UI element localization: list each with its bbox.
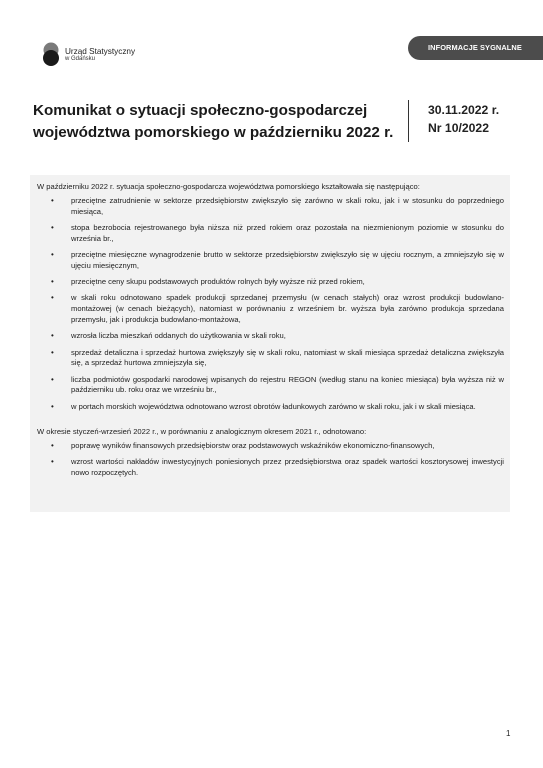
list-item	[37, 457, 504, 479]
list-item-text: sprzedaż detaliczna i sprzedaż hurtowa zwiększyły się w skali roku, natomiast w skali miesiąca sprzedaż detaliczna zwiększyła się, a sprzedaż hurtowa zmniejszyła się,	[71, 347, 504, 368]
list-item	[37, 375, 504, 397]
list-item	[37, 196, 504, 218]
bullet-icon: •	[51, 277, 54, 287]
title-line-1: Komunikat o sytuacji społeczno-gospodarczej	[33, 102, 368, 119]
period-list	[37, 441, 504, 479]
title-line-2: województwa pomorskiego w październiku 2022 r.	[33, 124, 394, 141]
title-divider	[408, 100, 409, 142]
list-item-text: przeciętne zatrudnienie w sektorze przedsiębiorstw zwiększyło się zarówno w skali roku, jak i w stosunku do poprzedniego miesiąca,	[71, 195, 504, 216]
list-item	[37, 223, 504, 245]
summary-box	[30, 175, 510, 512]
list-item-text: przeciętne ceny skupu podstawowych produktów rolnych były wyższe niż przed rokiem,	[71, 277, 365, 287]
bullet-icon: •	[51, 195, 54, 205]
bullet-icon: •	[51, 457, 54, 467]
list-item-text: przeciętne miesięczne wynagrodzenie brutto w sektorze przedsiębiorstw zwiększyło się w ujęciu rocznym, a zmniejszyło się w ujęciu miesięcznym,	[71, 249, 504, 270]
bullet-icon: •	[51, 374, 54, 384]
logo-city: w Gdańsku	[65, 56, 96, 63]
list-item-text: wzrosła liczba mieszkań oddanych do użytkowania w skali roku,	[71, 331, 286, 341]
bullet-icon: •	[51, 293, 54, 303]
list-item	[37, 402, 504, 413]
page-title	[33, 100, 403, 144]
list-item	[37, 250, 504, 272]
list-item-text: w portach morskich województwa odnotowano wzrost obrotów ładunkowych zarówno w skali roku, jak i w skali miesiąca.	[71, 401, 476, 411]
logo-mark-icon	[41, 42, 61, 68]
logo	[41, 42, 135, 68]
list-item	[37, 348, 504, 370]
summary-list	[37, 196, 504, 413]
period-intro: W okresie styczeń-wrzesień 2022 r., w porównaniu z analogicznym okresem 2021 r., odnotowano:	[37, 427, 367, 437]
publication-type-badge: INFORMACJE SYGNALNE	[408, 36, 543, 60]
bullet-icon: •	[51, 401, 54, 411]
list-item-text: liczba podmiotów gospodarki narodowej wpisanych do rejestru REGON (według stanu na koniec miesiąca) była wyższa niż w październiku ub. roku oraz we wrześniu br.,	[71, 374, 504, 395]
summary-intro: W październiku 2022 r. sytuacja społeczno-gospodarcza województwa pomorskiego kształtowała się następująco:	[37, 182, 420, 191]
list-item-text: stopa bezrobocia rejestrowanego była niższa niż przed rokiem oraz pozostała na niezmienionym poziomie w stosunku do września br.,	[71, 222, 504, 243]
list-item	[37, 277, 504, 288]
bullet-icon: •	[51, 249, 54, 259]
section-spacer	[37, 418, 504, 427]
list-item	[37, 331, 504, 342]
publication-date: 30.11.2022 r.	[428, 103, 500, 117]
list-item-text: wzrost wartości nakładów inwestycyjnych poniesionych przez przedsiębiorstwa oraz spadek wartości kosztorysowej inwestycji nowo rozpoczętych.	[71, 457, 504, 477]
bullet-icon: •	[51, 331, 54, 341]
bullet-icon: •	[51, 222, 54, 232]
list-item-text: w skali roku odnotowano spadek produkcji sprzedanej przemysłu (w cenach stałych) oraz wzrost produkcji budowlano-montażowej (w cenach bieżących), natomiast w porównaniu z wrześniem br. wyższa była zarówno produkcja sprzedana przemysłu, jak i produkcja budowlano-montażowa,	[71, 293, 504, 324]
bullet-icon: •	[51, 347, 54, 357]
bullet-icon: •	[51, 440, 54, 450]
list-item	[37, 441, 504, 452]
list-item-text: poprawę wyników finansowych przedsiębiorstw oraz podstawowych wskaźników ekonomiczno-finansowych,	[71, 440, 435, 450]
logo-name: Urząd Statystyczny	[65, 46, 136, 56]
publication-number: Nr 10/2022	[428, 121, 489, 135]
list-item	[37, 293, 504, 325]
page-number: 1	[506, 729, 511, 738]
